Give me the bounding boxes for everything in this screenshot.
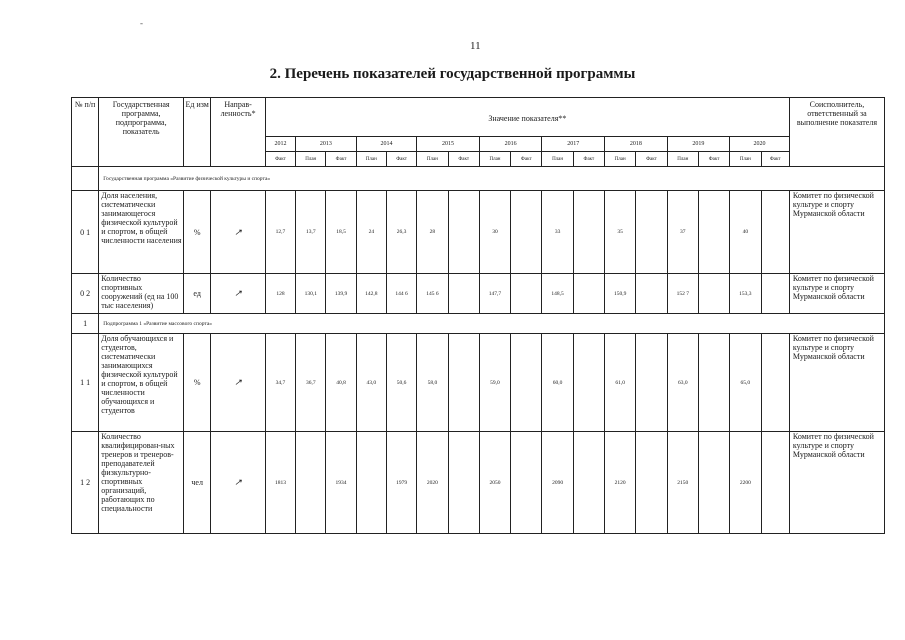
subheader-15: План <box>730 152 761 167</box>
subheader-8: Факт <box>511 152 542 167</box>
indicator-value <box>511 191 542 274</box>
indicator-value: 139,9 <box>326 274 356 314</box>
indicator-value <box>511 334 542 432</box>
subheader-16: Факт <box>761 152 789 167</box>
top-margin-mark: - <box>140 18 143 28</box>
indicators-table <box>71 97 885 534</box>
year-2016: 2016 <box>479 137 542 152</box>
indicator-value: 65,0 <box>730 334 761 432</box>
subheader-6: Факт <box>448 152 479 167</box>
indicator-value <box>698 191 729 274</box>
indicator-value: 61,0 <box>605 334 636 432</box>
indicator-value: 2090 <box>542 432 573 534</box>
indicator-unit: чел <box>184 432 211 534</box>
direction-arrow-icon: ↗ <box>211 432 266 534</box>
indicator-number: 0 1 <box>72 191 99 274</box>
direction-arrow-icon: ↗ <box>211 334 266 432</box>
page-title: 2. Перечень показателей государственной программы <box>269 66 636 82</box>
indicator-value <box>448 274 479 314</box>
indicator-value: 147,7 <box>479 274 510 314</box>
indicator-value <box>573 191 604 274</box>
indicator-value: 2050 <box>479 432 510 534</box>
indicator-value <box>698 432 729 534</box>
indicator-value: 1934 <box>326 432 356 534</box>
subheader-9: План <box>542 152 573 167</box>
indicator-value: 145 6 <box>417 274 448 314</box>
indicator-value: 1979 <box>386 432 416 534</box>
indicator-name: Количество квалифицирован-ных тренеров и тренеров-преподавателей физкультурно-спортивных организаций, работающих по специальности <box>99 432 184 534</box>
indicator-executor: Комитет по физической культуре и спорту Мурманской области <box>789 334 884 432</box>
indicator-value: 35 <box>605 191 636 274</box>
indicator-value <box>356 432 386 534</box>
indicator-value <box>448 191 479 274</box>
indicator-value: 2120 <box>605 432 636 534</box>
subheader-7: План <box>479 152 510 167</box>
subheader-4: Факт <box>386 152 416 167</box>
indicator-value <box>573 334 604 432</box>
subheader-11: План <box>605 152 636 167</box>
indicator-value <box>573 274 604 314</box>
indicator-value <box>296 432 326 534</box>
indicator-value: 144 6 <box>386 274 416 314</box>
indicator-value: 37 <box>667 191 698 274</box>
indicator-value: 40 <box>730 191 761 274</box>
indicator-value: 63,0 <box>667 334 698 432</box>
indicator-value: 13,7 <box>296 191 326 274</box>
indicator-value <box>511 432 542 534</box>
indicator-value <box>636 334 667 432</box>
indicator-row <box>72 191 885 274</box>
subprogram-number: 1 <box>72 314 99 334</box>
subheader-3: План <box>356 152 386 167</box>
subheader-14: Факт <box>698 152 729 167</box>
subheader-5: План <box>417 152 448 167</box>
indicator-name: Количество спортивных сооружений (ед на 100 тыс населения) <box>99 274 184 314</box>
indicator-value: 58,0 <box>417 334 448 432</box>
year-2017: 2017 <box>542 137 605 152</box>
indicator-value <box>573 432 604 534</box>
section-empty-cell <box>72 167 99 191</box>
header-num: № п/п <box>72 98 99 167</box>
indicator-executor: Комитет по физической культуре и спорту Мурманской области <box>789 191 884 274</box>
header-direction: Направ- ленность* <box>211 98 266 167</box>
indicator-row <box>72 274 885 314</box>
indicator-value <box>448 432 479 534</box>
indicator-number: 1 1 <box>72 334 99 432</box>
direction-arrow-icon: ↗ <box>211 274 266 314</box>
year-2015: 2015 <box>417 137 480 152</box>
indicator-value <box>698 334 729 432</box>
indicator-value: 1813 <box>265 432 295 534</box>
indicator-value: 128 <box>265 274 295 314</box>
indicator-value: 36,7 <box>296 334 326 432</box>
indicator-value <box>761 334 789 432</box>
subheader-0: Факт <box>265 152 295 167</box>
indicator-value <box>698 274 729 314</box>
subheader-10: Факт <box>573 152 604 167</box>
subheader-13: План <box>667 152 698 167</box>
indicator-value: 28 <box>417 191 448 274</box>
indicator-value: 148,5 <box>542 274 573 314</box>
year-2012: 2012 <box>265 137 295 152</box>
year-2020: 2020 <box>730 137 790 152</box>
indicator-number: 1 2 <box>72 432 99 534</box>
indicator-row <box>72 334 885 432</box>
subheader-12: Факт <box>636 152 667 167</box>
indicator-value <box>636 432 667 534</box>
indicator-value: 12,7 <box>265 191 295 274</box>
indicator-value: 50,6 <box>386 334 416 432</box>
indicator-value: 152 7 <box>667 274 698 314</box>
indicator-number: 0 2 <box>72 274 99 314</box>
program-title: Государственная программа «Развитие физической культуры и спорта» <box>99 167 885 191</box>
indicator-value: 24 <box>356 191 386 274</box>
year-2014: 2014 <box>356 137 417 152</box>
indicator-value: 60,0 <box>542 334 573 432</box>
year-2019: 2019 <box>667 137 730 152</box>
indicator-value <box>636 274 667 314</box>
indicator-unit: ед <box>184 274 211 314</box>
indicator-value: 34,7 <box>265 334 295 432</box>
indicator-value: 150,9 <box>605 274 636 314</box>
indicator-value: 130,1 <box>296 274 326 314</box>
indicator-row <box>72 432 885 534</box>
indicator-executor: Комитет по физической культуре и спорту Мурманской области <box>789 432 884 534</box>
indicator-value: 2200 <box>730 432 761 534</box>
indicator-value <box>448 334 479 432</box>
indicator-value: 18,5 <box>326 191 356 274</box>
indicator-value <box>761 274 789 314</box>
subheader-2: Факт <box>326 152 356 167</box>
subprogram-title: Подпрограмма 1 «Развитие массового спорта» <box>99 314 885 334</box>
indicator-value <box>761 432 789 534</box>
header-unit: Ед изм <box>184 98 211 167</box>
indicator-value: 43,0 <box>356 334 386 432</box>
indicator-executor: Комитет по физической культуре и спорту Мурманской области <box>789 274 884 314</box>
indicator-name: Доля населения, систематически занимающегося физической культурой и спортом, в общей численности населения <box>99 191 184 274</box>
indicator-value: 2150 <box>667 432 698 534</box>
subheader-1: План <box>296 152 326 167</box>
indicator-value: 142,8 <box>356 274 386 314</box>
header-program: Государственная программа, подпрограмма, показатель <box>99 98 184 167</box>
indicator-unit: % <box>184 191 211 274</box>
year-2013: 2013 <box>296 137 357 152</box>
indicator-value: 30 <box>479 191 510 274</box>
indicator-unit: % <box>184 334 211 432</box>
indicator-name: Доля обучающихся и студентов, систематически занимающихся физической культурой и спортом, в общей численности обучающихся и студентов <box>99 334 184 432</box>
indicator-value <box>636 191 667 274</box>
indicator-value <box>761 191 789 274</box>
indicator-value: 59,0 <box>479 334 510 432</box>
page-number: 11 <box>470 40 481 52</box>
indicator-value: 40,8 <box>326 334 356 432</box>
year-2018: 2018 <box>605 137 668 152</box>
indicator-value: 153,3 <box>730 274 761 314</box>
header-values: Значение показателя** <box>265 98 789 137</box>
indicator-value <box>511 274 542 314</box>
indicator-value: 33 <box>542 191 573 274</box>
header-executor: Соисполнитель, ответственный за выполнение показателя <box>789 98 884 167</box>
indicator-value: 2020 <box>417 432 448 534</box>
direction-arrow-icon: ↗ <box>211 191 266 274</box>
indicator-value: 26,3 <box>386 191 416 274</box>
